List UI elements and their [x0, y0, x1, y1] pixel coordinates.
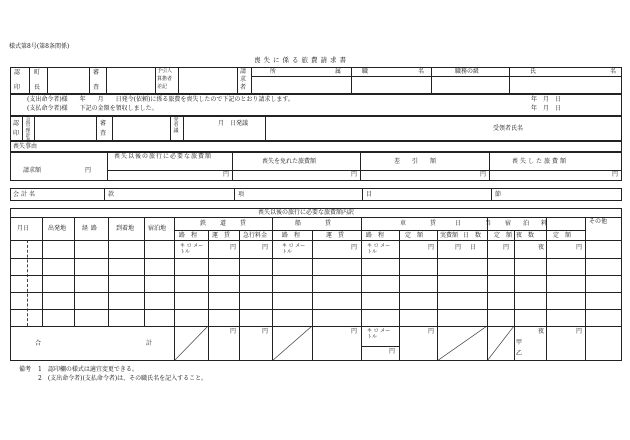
notes-head: 備考	[19, 366, 32, 373]
sub-car-actual: 実費額	[440, 232, 459, 239]
unit-km-ship: キ ロ メートル	[282, 243, 306, 255]
statement-line-2: (支払命令者)様 下記の金額を領収しました。	[27, 105, 158, 112]
statement-date-1: 年 月 日	[531, 96, 562, 103]
budget-label-3: 差記	[157, 84, 168, 90]
total-daily-slash	[437, 326, 488, 361]
sub-rail-express: 急行料金	[243, 232, 268, 239]
lodging-kou: 甲	[516, 339, 523, 346]
sub-daily-fixed: 定 額	[494, 232, 513, 239]
unit-day: 日	[470, 244, 477, 251]
sub-ship-distance: 路 程	[282, 232, 301, 239]
form-number: 様式第8号(第8条関係)	[9, 43, 70, 50]
sub-rail-distance: 路 程	[179, 232, 198, 239]
sub-ship-fare: 運 賃	[326, 232, 345, 239]
note-2: 2 (支出命令者)(支払命令者)は、その職氏名を記入すること。	[38, 375, 208, 382]
total-unit-km: キ ロ メートル	[367, 328, 391, 340]
col-other: その他	[589, 218, 608, 225]
col-ship: 船 賃	[295, 220, 336, 227]
sub-lodging-fixed: 定 額	[553, 232, 572, 239]
lost-amount-label: 喪失した旅費額	[512, 158, 569, 165]
col-route: 経路	[82, 225, 101, 232]
position-label: 職	[362, 68, 369, 75]
breakdown-title: 喪失以後の旅行に必要な旅費額内訳	[258, 209, 355, 216]
affiliation-label: 所	[270, 68, 277, 75]
accountant-label: 会管理計者	[25, 117, 31, 144]
statement-line-1: (支出命令者)様 年 月 日発令(依頼)に係る旅費を喪失したので下記のとおり請求します。	[27, 96, 294, 103]
account-item-setsu: 節	[495, 191, 502, 198]
loss-reason-row	[10, 141, 622, 152]
account-name-label: 会計名	[13, 191, 38, 198]
accounting-row	[10, 188, 622, 201]
total-ship-slash	[272, 326, 313, 361]
deduction-label: 差 引 額	[394, 158, 437, 165]
budget-label-2: 算擔者	[157, 76, 173, 82]
col-rail: 鉄 道 賃	[200, 220, 251, 227]
claim-amount-label: 請求額	[23, 167, 42, 174]
col-stay: 宿泊地	[148, 225, 167, 232]
page-title: 喪失に係る旅費請求書	[254, 56, 349, 64]
amounts-section	[10, 152, 622, 181]
col-from: 出発地	[48, 225, 67, 232]
sub-car-fixed: 定 額	[405, 232, 424, 239]
total-lodging-slash	[487, 326, 515, 361]
note-1: 1 認印欄の様式は適宜変更できる。	[38, 366, 138, 373]
loss-reason-label: 喪失事由	[13, 143, 38, 150]
col-daily: 日 当	[455, 220, 496, 227]
claimant-label: 請	[240, 68, 247, 75]
col-lodging: 宿 泊 料	[505, 220, 551, 227]
statement-date-2: 年 月 日	[531, 105, 562, 112]
receiver-name-label: 受領者氏名	[493, 125, 524, 132]
need-after-label: 喪失以後の旅行に必要な旅費額	[114, 153, 213, 160]
grade-label: 職務の級	[455, 68, 480, 75]
account-item-kou: 項	[238, 191, 245, 198]
unit-km-car: キ ロ メートル	[367, 243, 391, 255]
seal-label: 認	[13, 120, 20, 127]
total-label: 合	[35, 340, 42, 347]
col-to: 到着地	[116, 225, 135, 232]
sub-car-distance: 路 程	[366, 232, 385, 239]
avoided-amount-label: 喪失を免れた旅費額	[262, 158, 317, 165]
account-item-moku: 目	[366, 191, 373, 198]
approval-label: 認	[14, 69, 21, 76]
name-label: 氏	[530, 68, 537, 75]
unit-night: 夜	[538, 244, 545, 251]
audit2-label: 審	[100, 120, 107, 127]
col-date: 月日	[17, 225, 30, 232]
audit-label: 審	[93, 69, 100, 76]
account-item-kan: 款	[108, 191, 115, 198]
issue-date: 月 日発議	[218, 120, 249, 127]
col-car: 車 賃	[400, 220, 441, 227]
issuer-label: 発者議	[173, 117, 179, 134]
sub-daily-days: 日 数	[463, 232, 482, 239]
unit-km-rail: キ ロ メートル	[180, 243, 204, 255]
lodging-otsu: 乙	[516, 350, 523, 357]
sub-lodging-nights: 夜 数	[516, 232, 535, 239]
total-rail-slash	[174, 326, 209, 361]
sub-rail-fare: 運 賃	[212, 232, 231, 239]
town-chief-label: 町	[34, 69, 41, 76]
budget-label-1: 予引人	[157, 68, 173, 74]
